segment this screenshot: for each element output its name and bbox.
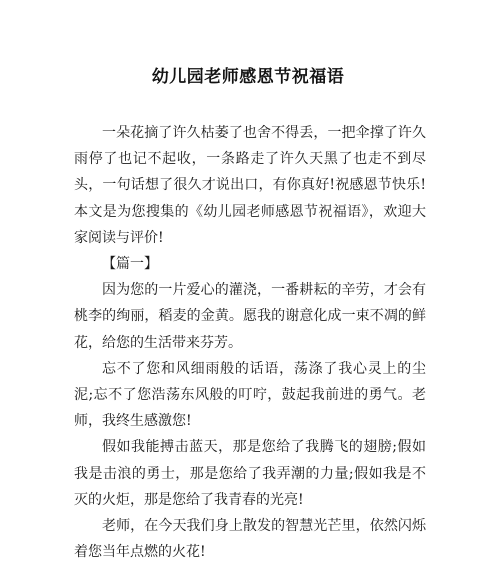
document-title: 幼儿园老师感恩节祝福语 [151,67,345,87]
body-paragraph: 因为您的一片爱心的灌浇，一番耕耘的辛劳，才会有桃李的绚丽，稻麦的金黄。愿我的谢意化成一束不凋的鲜花，给您的生活带来芬芳。 [74,282,426,351]
body-paragraph: 老师，在今天我们身上散发的智慧光芒里，依然闪烁着您当年点燃的火花! [74,518,426,561]
intro-paragraph: 一朵花摘了许久枯萎了也舍不得丢，一把伞撑了许久雨停了也记不起收，一条路走了许久天黑了也走不到尽头，一句话想了很久才说出口，有你真好!祝感恩节快乐!本文是为您搜集的《幼儿园老师感恩节祝福语》，欢迎大家阅读与评价! [74,125,426,246]
document-body [74,120,426,565]
body-paragraph: 忘不了您和风细雨般的话语，荡涤了我心灵上的尘泥;忘不了您浩荡东风般的叮咛，鼓起我前进的勇气。老师，我终生感激您! [74,360,426,430]
body-paragraph: 假如我能搏击蓝天，那是您给了我腾飞的翅膀;假如我是击浪的勇士，那是您给了我弄潮的力量;假如我是不灭的火炬，那是您给了我青春的光亮! [74,439,426,508]
section-heading: 【篇一】 [102,256,158,273]
